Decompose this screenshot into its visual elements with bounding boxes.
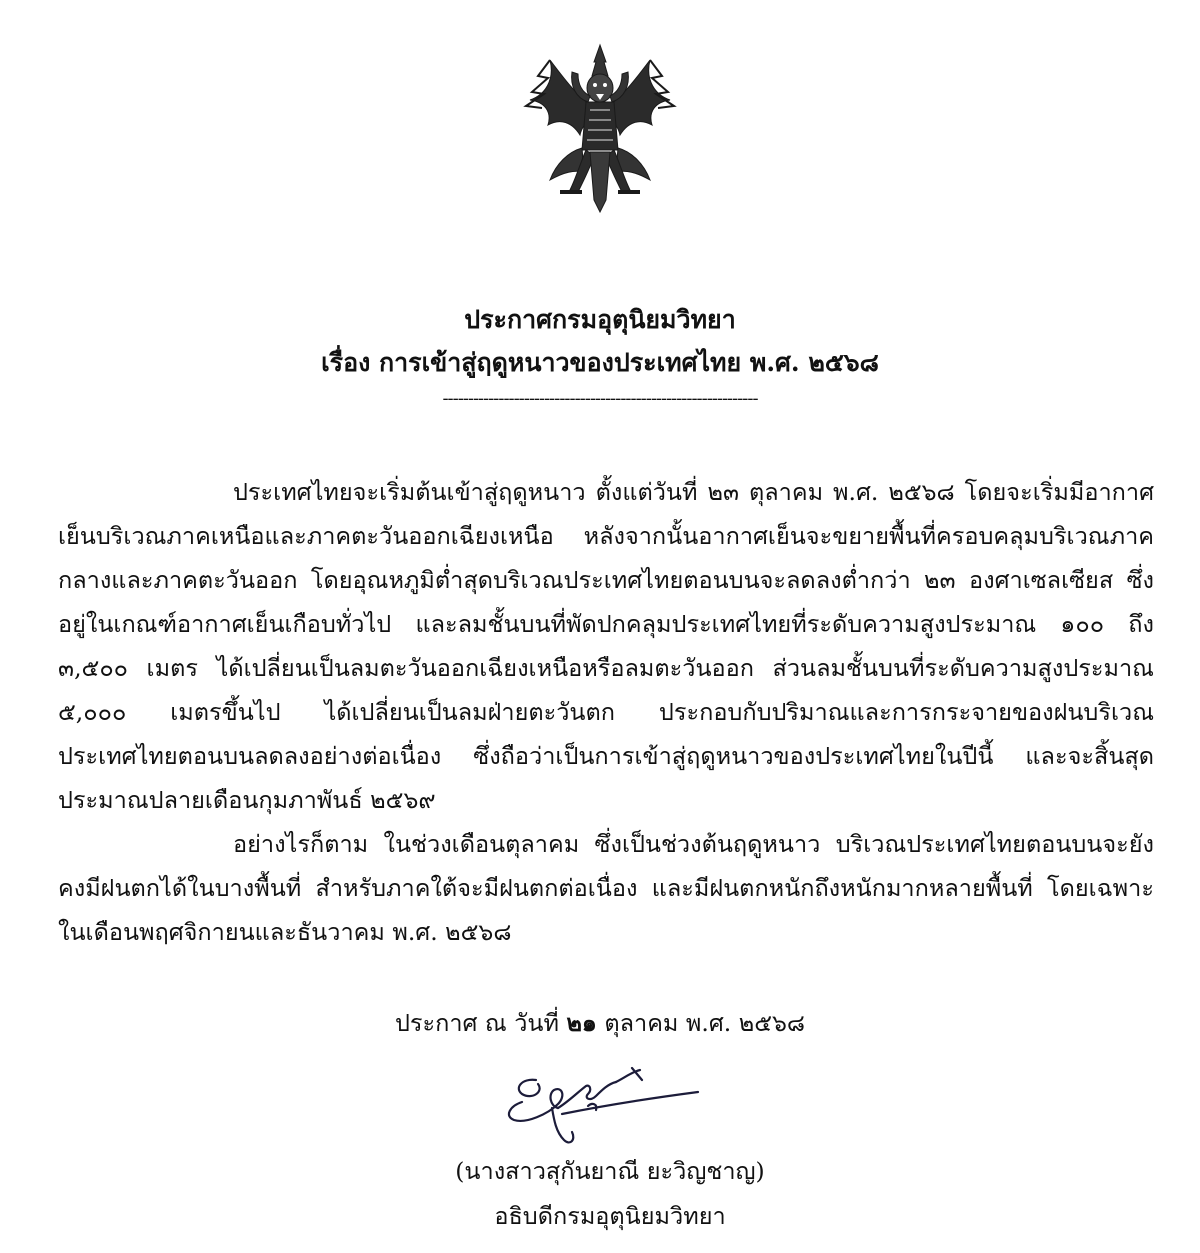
announcement-subject: เรื่อง การเข้าสู่ฤดูหนาวของประเทศไทย พ.ศ. ๒๕๖๘ xyxy=(321,348,879,377)
handwritten-signature xyxy=(492,1062,702,1148)
garuda-emblem-icon xyxy=(510,40,690,220)
announcement-date xyxy=(0,1005,1200,1042)
announce-date-prefix: ประกาศ ณ วันที่ xyxy=(394,1009,559,1037)
signer-position: อธิบดีกรมอุตุนิยมวิทยา xyxy=(494,1202,726,1230)
announce-date-suffix: ตุลาคม พ.ศ. ๒๕๖๘ xyxy=(604,1009,806,1037)
body-paragraph-1: ประเทศไทยจะเริ่มต้นเข้าสู่ฤดูหนาว ตั้งแต่วันที่ ๒๓ ตุลาคม พ.ศ. ๒๕๖๘ โดยจะเริ่มมีอากาศเย็นบริเวณภาคเหนือและภาคตะวันออกเฉียงเหนือ หลังจากนั้นอากาศเย็นจะขยายพื้นที่ครอบคลุมบริเวณภาคกลางและภาคตะวันออก โดยอุณหภูมิต่ำสุดบริเวณประเทศไทยตอนบนจะลดลงต่ำกว่า ๒๓ องศาเซลเซียส ซึ่งอยู่ในเกณฑ์อากาศเย็นเกือบทั่วไป และลมชั้นบนที่พัดปกคลุมประเทศไทยที่ระดับความสูงประมาณ ๑๐๐ ถึง ๓,๕๐๐ เมตร ได้เปลี่ยนเป็นลมตะวันออกเฉียงเหนือหรือลมตะวันออก ส่วนลมชั้นบนที่ระดับความสูงประมาณ ๕,๐๐๐ เมตรขึ้นไป ได้เปลี่ยนเป็นลมฝ่ายตะวันตก ประกอบกับปริมาณและการกระจายของฝนบริเวณประเทศไทยตอนบนลดลงอย่างต่อเนื่อง ซึ่งถือว่าเป็นการเข้าสู่ฤดูหนาวของประเทศไทยในปีนี้ และจะสิ้นสุดประมาณปลายเดือนกุมภาพันธ์ ๒๕๖๙ xyxy=(58,478,1154,814)
title-separator: -------------------------------------------------------------- xyxy=(442,388,758,409)
body-paragraph-2: อย่างไรก็ตาม ในช่วงเดือนตุลาคม ซึ่งเป็นช่วงต้นฤดูหนาว บริเวณประเทศไทยตอนบนจะยังคงมีฝนตกได้ในบางพื้นที่ สำหรับภาคใต้จะมีฝนตกต่อเนื่อง และมีฝนตกหนักถึงหนักมากหลายพื้นที่ โดยเฉพาะในเดือนพฤศจิกายนและธันวาคม พ.ศ. ๒๕๖๘ xyxy=(58,830,1154,946)
announcement-body xyxy=(58,470,1154,954)
signer-name: (นางสาวสุกันยาณี ยะวิญชาญ) xyxy=(455,1157,765,1185)
announce-date-day: ๒๑ xyxy=(566,1009,597,1037)
announcement-title: ประกาศกรมอุตุนิยมวิทยา xyxy=(464,305,736,334)
